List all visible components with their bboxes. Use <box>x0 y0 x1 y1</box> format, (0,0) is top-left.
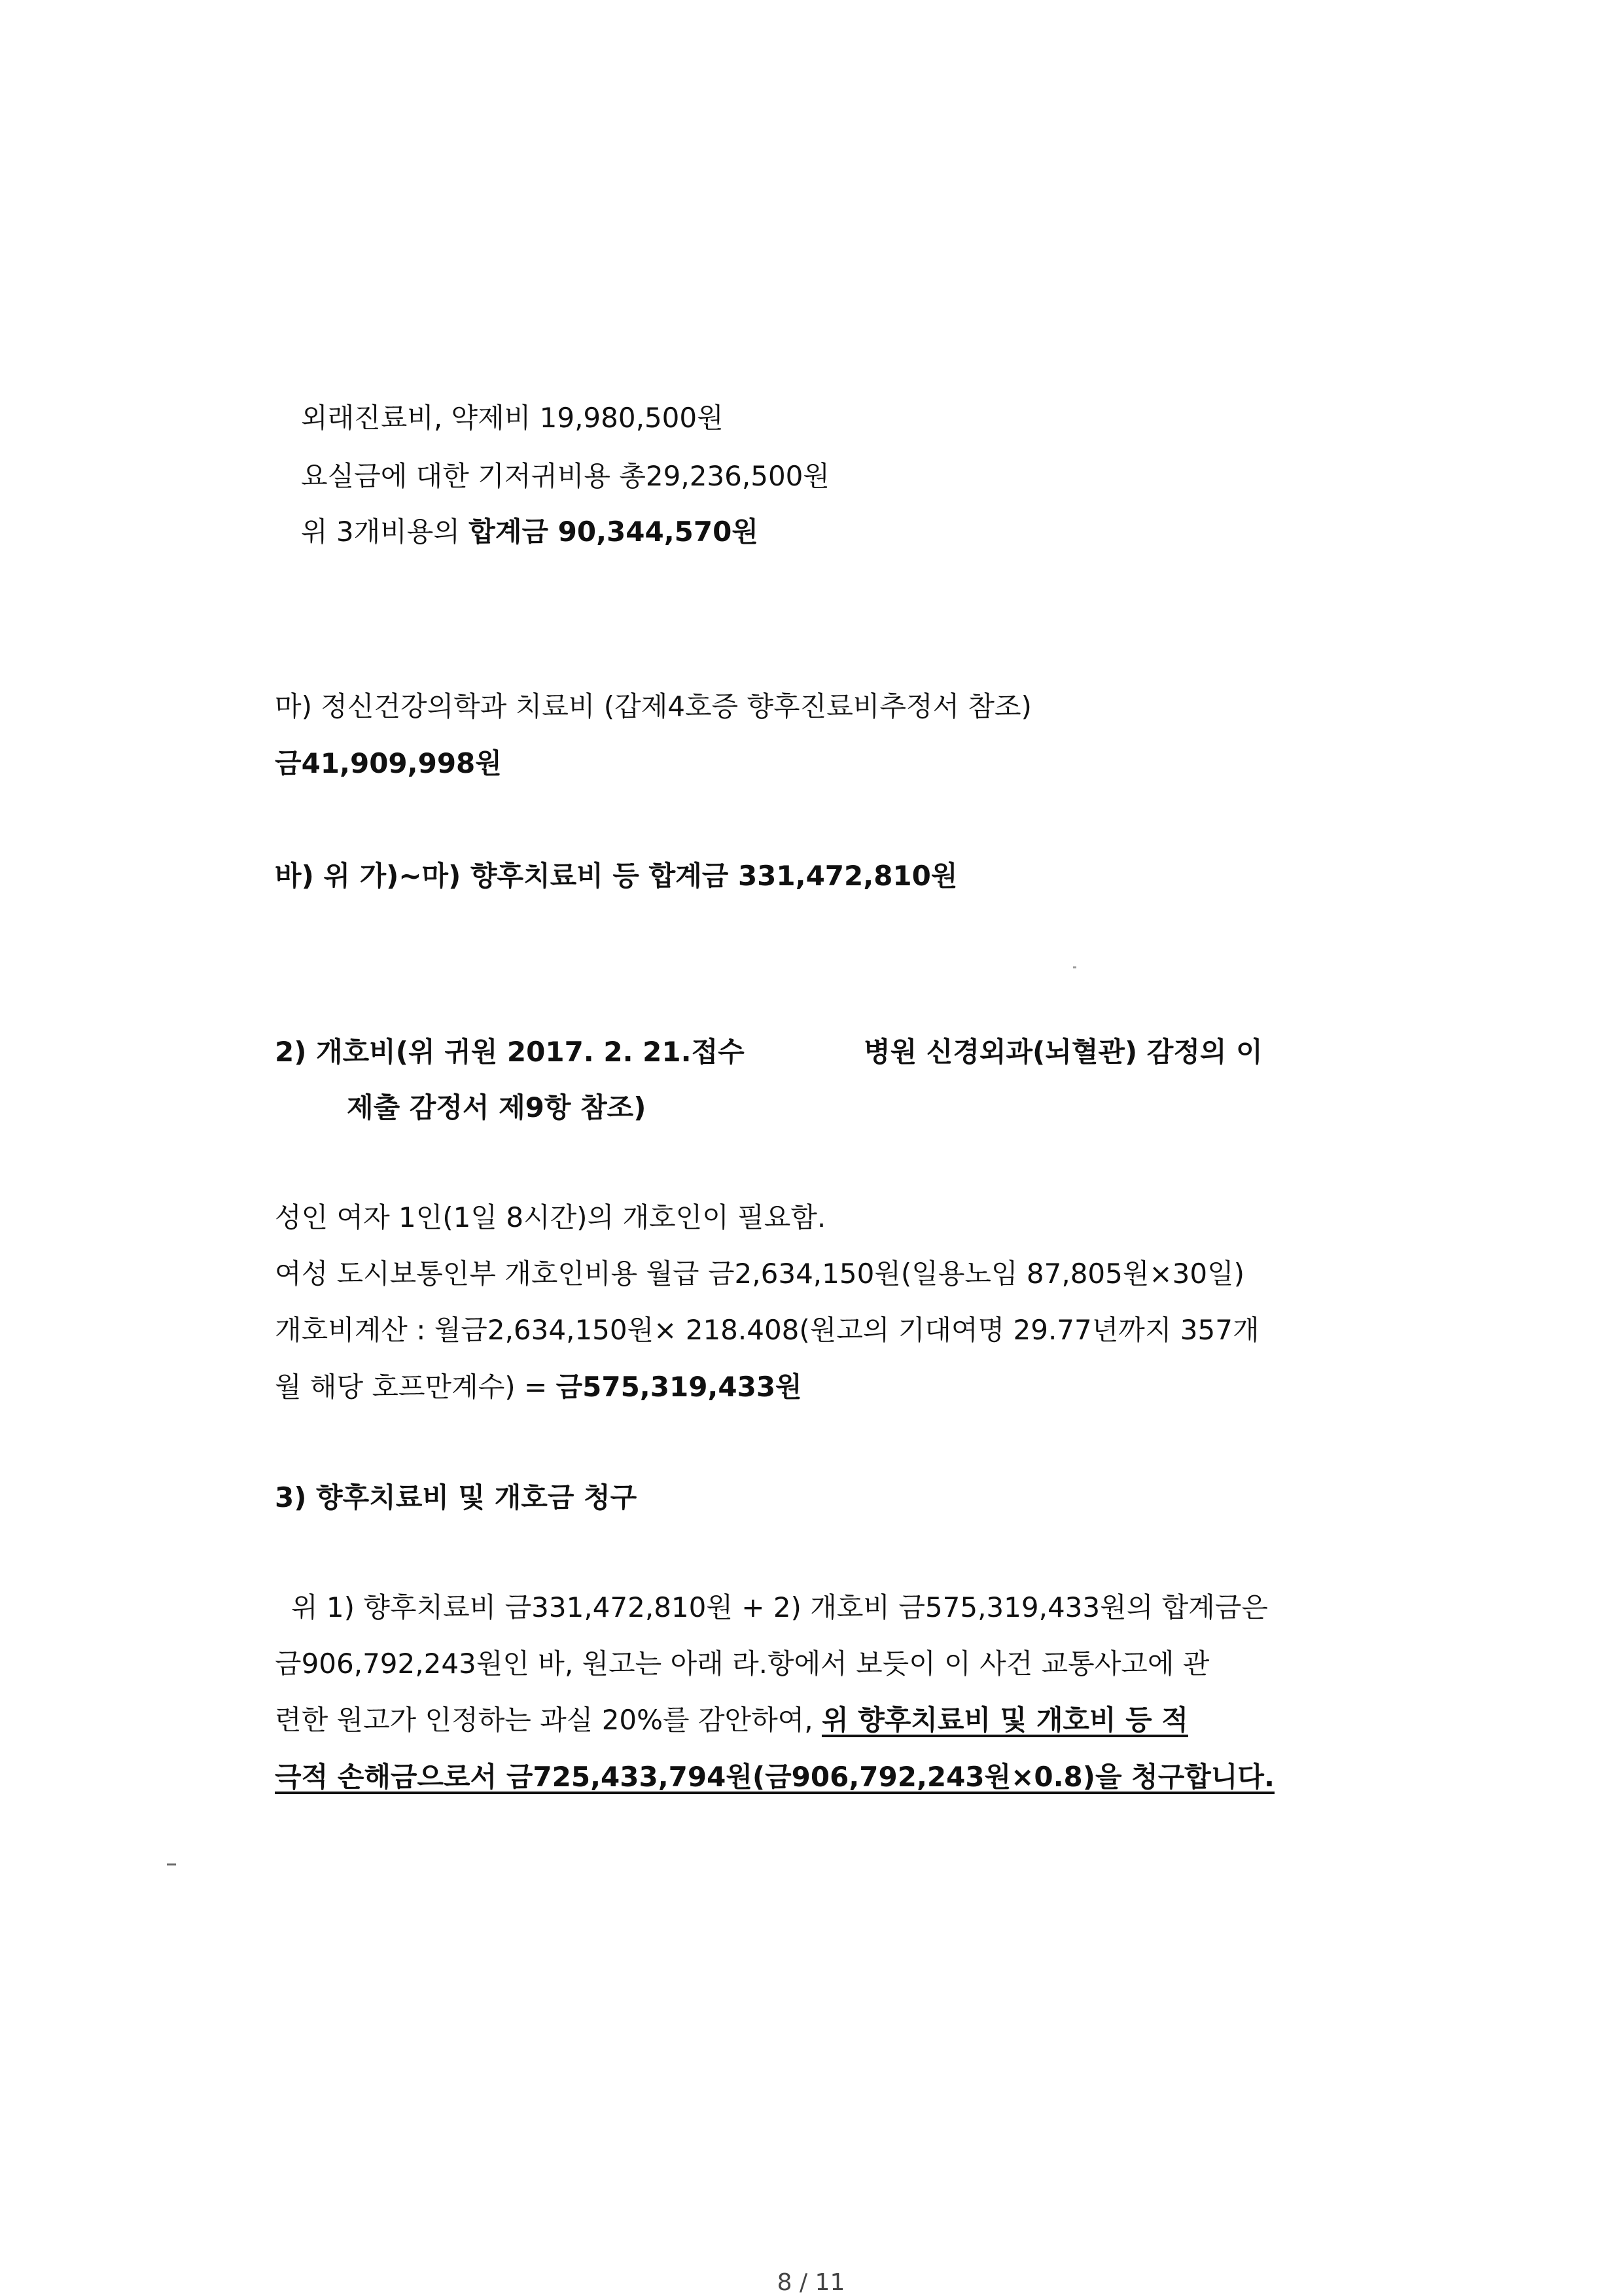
negligence-text: 련한 원고가 인정하는 과실 20%를 감안하여, <box>275 1704 822 1736</box>
claim-underlined-part-2: 극적 손해금으로서 금725,433,794원(금906,792,243원×0.8)을 청구합니다. <box>275 1761 1275 1793</box>
page-number: 8 / 11 <box>777 2269 845 2296</box>
caregiver-need-line: 성인 여자 1인(1일 8시간)의 개호인이 필요함. <box>275 1201 826 1233</box>
nursing-cost-heading: 2) 개호비(위 귀원 2017. 2. 21.접수 <box>275 1036 745 1068</box>
three-costs-total: 합계금 90,344,570원 <box>468 516 758 548</box>
nursing-calc-line: 개호비계산 : 월금2,634,150원× 218.408(원고의 기대여명 29.77년까지 357개 <box>275 1314 1260 1346</box>
caregiver-wage-line: 여성 도시보통인부 개호인비용 월급 금2,634,150원(일용노임 87,805원×30일) <box>275 1258 1245 1290</box>
claim-para-line-3 <box>275 1706 1188 1734</box>
nursing-total: 금575,319,433원 <box>555 1371 802 1403</box>
claim-underlined-part-1: 위 향후치료비 및 개호비 등 적 <box>821 1704 1188 1736</box>
nursing-cost-reference: 제출 감정서 제9항 참조) <box>347 1091 646 1123</box>
future-treatment-total: 바) 위 가)~마) 향후치료비 등 합계금 331,472,810원 <box>275 860 958 892</box>
claim-para-line-1: 위 1) 향후치료비 금331,472,810원 + 2) 개호비 금575,319,433원의 합계금은 <box>291 1591 1268 1623</box>
nursing-calc-label: 월 해당 호프만계수) = <box>275 1371 556 1403</box>
diaper-cost-line: 요실금에 대한 기저귀비용 총29,236,500원 <box>301 460 830 492</box>
outpatient-cost-line: 외래진료비, 약제비 19,980,500원 <box>301 402 724 434</box>
scan-speck <box>1073 966 1076 968</box>
psychiatry-cost-heading: 마) 정신건강의학과 치료비 (갑제4호증 향후진료비추정서 참조) <box>275 690 1032 722</box>
scan-mark <box>167 1863 176 1865</box>
nursing-cost-heading-cont: 병원 신경외과(뇌혈관) 감정의 이 <box>864 1036 1263 1068</box>
three-costs-label: 위 3개비용의 <box>301 516 469 548</box>
psychiatry-cost-amount: 금41,909,998원 <box>275 747 502 779</box>
claim-heading: 3) 향후치료비 및 개호금 청구 <box>275 1481 637 1513</box>
claim-para-line-2: 금906,792,243원인 바, 원고는 아래 라.항에서 보듯이 이 사건 교통사고에 관 <box>275 1648 1210 1680</box>
three-costs-total-line <box>301 518 758 546</box>
nursing-calc-result-line <box>275 1373 802 1401</box>
